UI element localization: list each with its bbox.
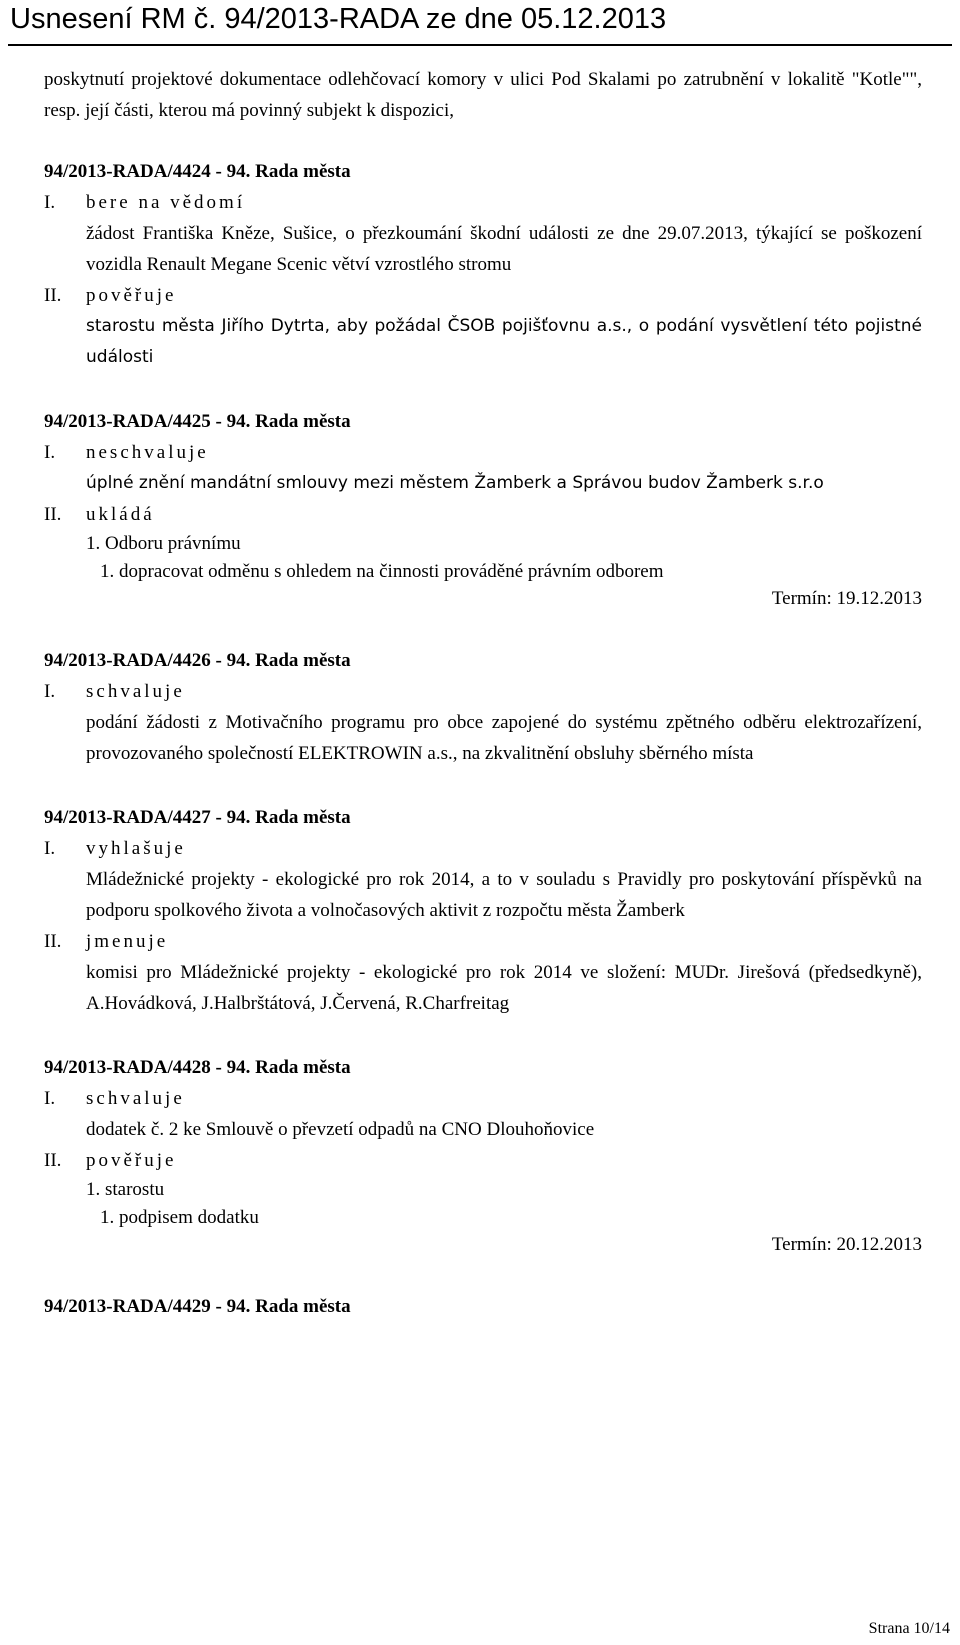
resolution-action [44, 499, 922, 612]
resolution-action [44, 676, 922, 769]
roman-numeral: II. [44, 1150, 62, 1171]
resolution-action [44, 833, 922, 926]
deadline: Termín: 19.12.2013 [771, 588, 922, 609]
resolution-action [44, 280, 922, 373]
action-verb: pověřuje [86, 285, 177, 306]
resolution-4425 [44, 406, 922, 612]
action-text: úplné znění mandátní smlouvy mezi městem Žamberk a Správou budov Žamberk s.r.o [86, 473, 824, 493]
action-verb: schvaluje [86, 1088, 185, 1109]
resolution-action [44, 1083, 922, 1145]
action-text: podání žádosti z Motivačního programu pro obce zapojené do systému zpětného odběru elektrozařízení, provozovaného společností ELEKTROWIN a.s., na zkvalitnění obsluhy sběrného místa [86, 712, 922, 764]
responsible-party: 1. Odboru právnímu [86, 533, 241, 554]
roman-numeral: I. [44, 442, 56, 463]
document-body [44, 64, 922, 1322]
resolution-4426 [44, 645, 922, 769]
roman-numeral: I. [44, 838, 56, 859]
roman-numeral: I. [44, 681, 56, 702]
roman-numeral: I. [44, 1088, 56, 1109]
action-verb: neschvaluje [86, 442, 209, 463]
page-number: Strana 10/14 [868, 1620, 950, 1637]
roman-numeral: II. [44, 285, 62, 306]
resolution-4427 [44, 802, 922, 1019]
roman-numeral: I. [44, 192, 56, 213]
action-text: starostu města Jiřího Dytrta, aby požádal ČSOB pojišťovnu a.s., o podání vysvětlení této pojistné události [86, 316, 922, 367]
action-text: Mládežnické projekty - ekologické pro rok 2014, a to v souladu s Pravidly pro poskytování příspěvků na podporu spolkového života a volnočasových aktivit z rozpočtu města Žamberk [86, 869, 922, 921]
header-divider [8, 44, 952, 46]
responsible-party: 1. starostu [86, 1179, 165, 1200]
action-text: komisi pro Mládežnické projekty - ekologické pro rok 2014 ve složení: MUDr. Jirešová (předsedkyně), A.Hovádková, J.Halbrštátová, J.Červená, R.Charfreitag [86, 962, 922, 1014]
continued-paragraph: poskytnutí projektové dokumentace odlehčovací komory v ulici Pod Skalami po zatrubnění v lokalitě "Kotle"", resp. její části, kterou má povinný subjekt k dispozici, [44, 69, 922, 121]
action-verb: schvaluje [86, 681, 185, 702]
deadline: Termín: 20.12.2013 [771, 1234, 922, 1255]
action-verb: jmenuje [86, 931, 169, 952]
resolution-id: 94/2013-RADA/4425 - 94. Rada města [44, 411, 351, 432]
action-text: dodatek č. 2 ke Smlouvě o převzetí odpadů na CNO Dlouhoňovice [86, 1119, 595, 1140]
action-verb: bere na vědomí [86, 192, 246, 213]
resolution-id: 94/2013-RADA/4428 - 94. Rada města [44, 1057, 351, 1078]
action-verb: vyhlašuje [86, 838, 186, 859]
resolution-4424 [44, 156, 922, 373]
action-text: žádost Františka Kněze, Sušice, o přezkoumání škodní události ze dne 29.07.2013, týkající se poškození vozidla Renault Megane Scenic větví vzrostlého stromu [86, 223, 922, 275]
resolution-action [44, 187, 922, 280]
resolution-4428 [44, 1052, 922, 1258]
resolution-id: 94/2013-RADA/4427 - 94. Rada města [44, 807, 351, 828]
document-header-title: Usnesení RM č. 94/2013-RADA ze dne 05.12.2013 [10, 3, 667, 35]
action-verb: ukládá [86, 504, 155, 525]
resolution-id: 94/2013-RADA/4429 - 94. Rada města [44, 1296, 351, 1317]
roman-numeral: II. [44, 931, 62, 952]
action-verb: pověřuje [86, 1150, 177, 1171]
resolution-id: 94/2013-RADA/4424 - 94. Rada města [44, 161, 351, 182]
resolution-action [44, 926, 922, 1019]
roman-numeral: II. [44, 504, 62, 525]
task-item: 1. podpisem dodatku [100, 1207, 259, 1228]
resolution-action [44, 437, 922, 499]
resolution-id: 94/2013-RADA/4426 - 94. Rada města [44, 650, 351, 671]
resolution-4429 [44, 1291, 922, 1322]
task-item: 1. dopracovat odměnu s ohledem na činnosti prováděné právním odborem [100, 561, 664, 582]
resolution-action [44, 1145, 922, 1258]
